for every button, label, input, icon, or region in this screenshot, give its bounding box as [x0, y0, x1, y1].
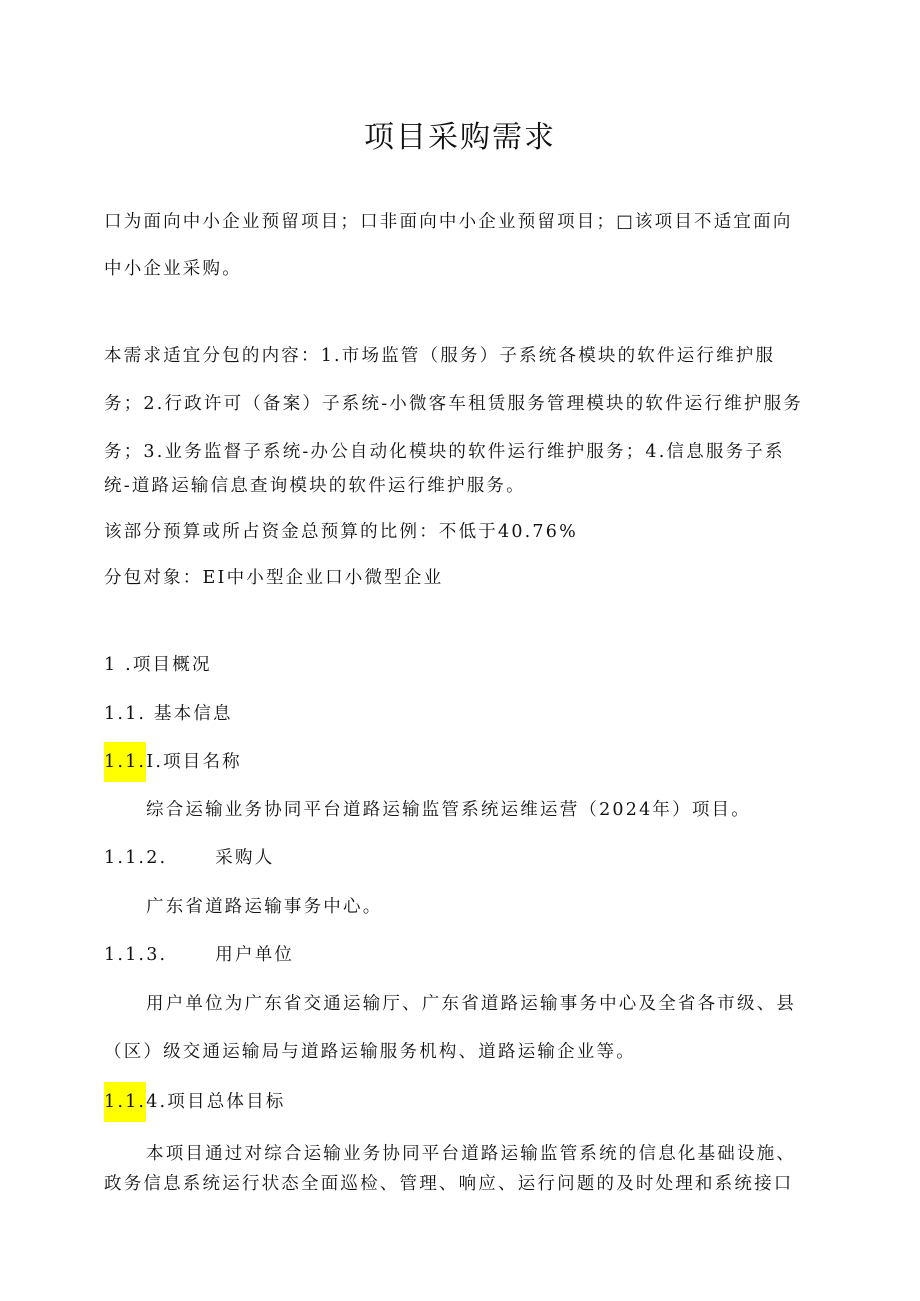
subcontract-line-4: 统-道路运输信息查询模块的软件运行维护服务。 — [104, 476, 526, 496]
subcontract-line-2-text: 务；2.行政许可（备案）子系统-小微客车租赁服务管理模块的软件运行维护服务 — [104, 394, 804, 414]
highlight-mark: 1.1. — [104, 1082, 146, 1122]
goal-line-2: 政务信息系统运行状态全面巡检、管理、响应、运行问题的及时处理和系统接口 — [104, 1174, 794, 1194]
user-unit-line-2: （区）级交通运输局与道路运输服务机构、道路运输企业等。 — [104, 1042, 636, 1062]
section-1-1-2-heading — [104, 846, 274, 870]
goal-line-1: 本项目通过对综合运输业务协同平台道路运输监管系统的信息化基础设施、 — [146, 1144, 797, 1164]
section-1-1-1-heading — [104, 742, 242, 782]
page-title: 项目采购需求 — [364, 120, 556, 155]
reservation-line-2: 中小企业采购。 — [104, 259, 242, 279]
section-1-1-4-title: 4.项目总体目标 — [146, 1092, 286, 1112]
section-1-1-2-number: 1.1.2. — [104, 848, 168, 868]
purchaser-name: 广东省道路运输事务中心。 — [146, 897, 383, 917]
subcontract-line-1: 本需求适宜分包的内容：1.市场监管（服务）子系统各模块的软件运行维护服 — [104, 346, 776, 366]
section-1-1-3-number: 1.1.3. — [104, 945, 168, 965]
budget-ratio: 该部分预算或所占资金总预算的比例：不低于40.76% — [104, 522, 578, 542]
subcontract-line-2 — [104, 392, 803, 416]
section-1-1-heading: 1.1. 基本信息 — [104, 704, 233, 724]
section-1-1-4-heading — [104, 1082, 286, 1122]
section-1-1-3-heading — [104, 943, 294, 967]
reservation-line-1: 口为面向中小企业预留项目；口非面向中小企业预留项目；□该项目不适宜面向 — [104, 212, 793, 232]
subcontract-target: 分包对象：EI中小型企业口小微型企业 — [104, 568, 444, 588]
highlight-mark: 1.1. — [104, 742, 146, 782]
section-1-1-3-title: 用户单位 — [215, 945, 295, 965]
project-name: 综合运输业务协同平台道路运输监管系统运维运营（2024年）项目。 — [146, 800, 751, 820]
section-1-1-2-title: 采购人 — [215, 848, 275, 868]
section-1-1-1-title: I.项目名称 — [146, 752, 242, 772]
user-unit-line-1: 用户单位为广东省交通运输厅、广东省道路运输事务中心及全省各市级、县 — [146, 994, 797, 1014]
subcontract-line-3: 务；3.业务监督子系统-办公自动化模块的软件运行维护服务；4.信息服务子系 — [104, 442, 785, 462]
section-1-heading: 1 .项目概况 — [104, 655, 212, 675]
